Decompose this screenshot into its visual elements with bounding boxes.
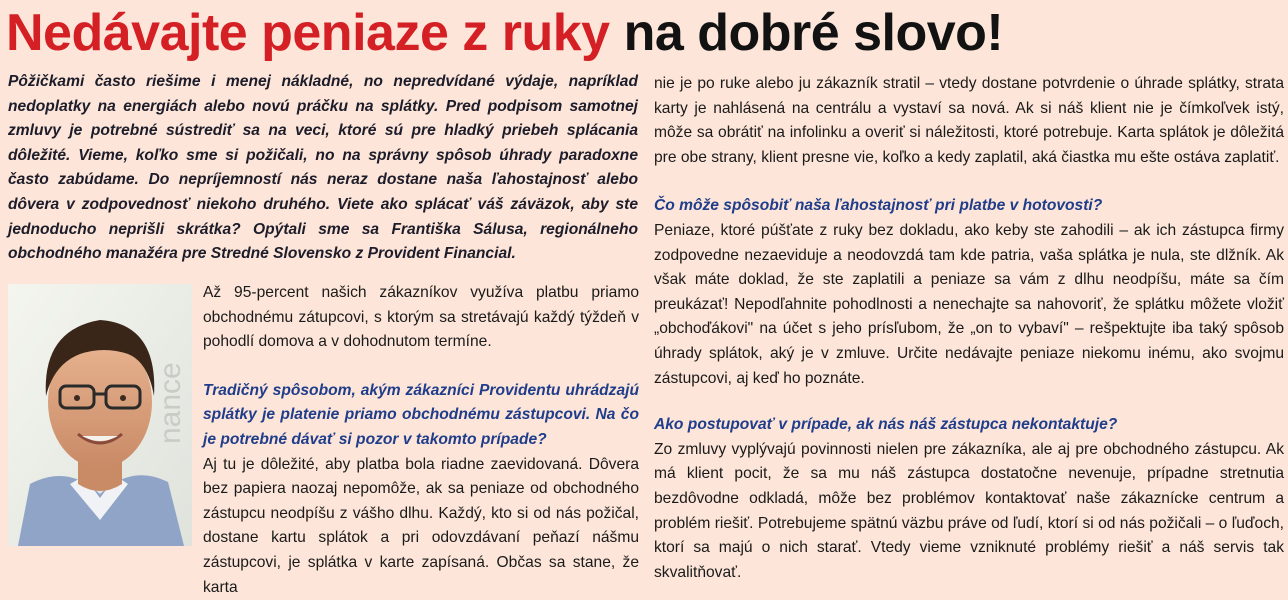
headline (6, 0, 1003, 66)
question-1: Tradičný spôsobom, akým zákazníci Providentu uhrádzajú splátky je platenie priamo obchodnému zástupcovi. Na čo je potrebné dávať si pozor v takomto prípade? (203, 381, 639, 448)
headline-black-part: na dobré slovo! (623, 4, 1004, 62)
lead-text: Pôžičkami často riešime i menej nákladné, no nepredvídané výdaje, napríklad nedoplatky na energiách alebo novú práčku na splátky. Pred podpisom samotnej zmluvy je potrebné sústrediť sa na veci, ktoré sú pre hladký priebeh splácania dôležité. Vieme, koľko sme si požičali, no na správny spôsob úhrady paradoxne často zabúdame. Do nepríjemností nás neraz dostane naša ľahostajnosť alebo dôvera v zodpovednosť niekoho druhého. Viete ako splácať váš záväzok, aby ste jednoducho neprišli skrátka? Opýtali sme sa Františka Sálusa, regionálneho obchodného manažéra pre Stredné Slovensko z Provident Financial. (8, 73, 638, 263)
portrait-illustration (8, 284, 192, 546)
middle-column (203, 281, 639, 600)
right-paragraph-2: Peniaze, ktoré púšťate z ruky bez dokladu, ako keby ste zahodili – ak ich zástupca firmy zodpovedne nezaeviduje a neodovzdá tam kde patria, vaša splátka je nula, ste dlžník. Ak však máte doklad, že ste zaplatili a peniaze sa vám z dlhu neodpíšu, máte sa čím preukázať! Nepodľahnite pohodlnosti a nenechajte sa nahovoriť, že splátku môžete vložiť „obchoďákovi" na účet s jeho prísľubom, že „on to vybaví" – rešpektujte iba taký spôsob úhrady splátok, aký je v zmluve. Určite nedávajte peniaze niekomu inému, ako svojmu zástupcovi, aj keď ho poznáte. (654, 221, 1284, 387)
lead-paragraph (8, 70, 638, 267)
right-column (654, 72, 1284, 585)
right-paragraph-1: nie je po ruke alebo ju zákazník stratil – vtedy dostane potvrdenie o úhrade splátky, strata karty je nahlásená na centrálu a vystaví sa nová. Ak si náš klient nie je čímkoľvek istý, môže sa obrátiť na infolinku a overiť si náležitosti, ktoré potrebuje. Karta splátok je dôležitá pre obe strany, klient presne vie, koľko a kedy zaplatil, aká čiastka mu ešte ostáva zaplatiť. (654, 75, 1284, 166)
question-3: Ako postupovať v prípade, ak nás náš zástupca nekontaktuje? (654, 416, 1118, 434)
portrait-photo (8, 284, 192, 546)
question-2: Čo môže spôsobiť naša ľahostajnosť pri platbe v hotovosti? (654, 197, 1103, 215)
photo-watermark: nance (154, 362, 187, 444)
right-paragraph-3: Zo zmluvy vyplývajú povinnosti nielen pre zákazníka, ale aj pre obchodného zástupcu. Ak má klient pocit, že sa mu náš zástupca dostatočne nevenuje, prípadne stretnutia bezdôvodne odkladá, môže bez problémov kontaktovať naše zákaznícke centrum a problém riešiť. Potrebujeme spätnú väzbu práve od ľudí, ktorí si od nás požičali – o ľuďoch, ktorí sa majú o nich starať. Vtedy vieme vzniknuté problémy riešiť a náš servis tak skvalitňovať. (654, 440, 1284, 581)
headline-red-part: Nedávajte peniaze z ruky (6, 4, 610, 62)
mid-paragraph-1: Až 95-percent našich zákazníkov využíva platbu priamo obchodnému zátupcovi, s ktorým sa stretávajú každý týždeň v pohodlí domova a v dohodnutom termíne. (203, 284, 639, 351)
mid-paragraph-2: Aj tu je dôležité, aby platba bola riadne zaevidovaná. Dôvera bez papiera naozaj nepomôže, ak sa peniaze od obchodného zástupcu neodpíšu z vášho dlhu. Každý, kto si od nás požičal, dostane kartu splátok a pri odovzdávaní peňazí nášmu zástupcovi, je splátka v karte zapísaná. Občas sa stane, že karta (203, 455, 639, 596)
